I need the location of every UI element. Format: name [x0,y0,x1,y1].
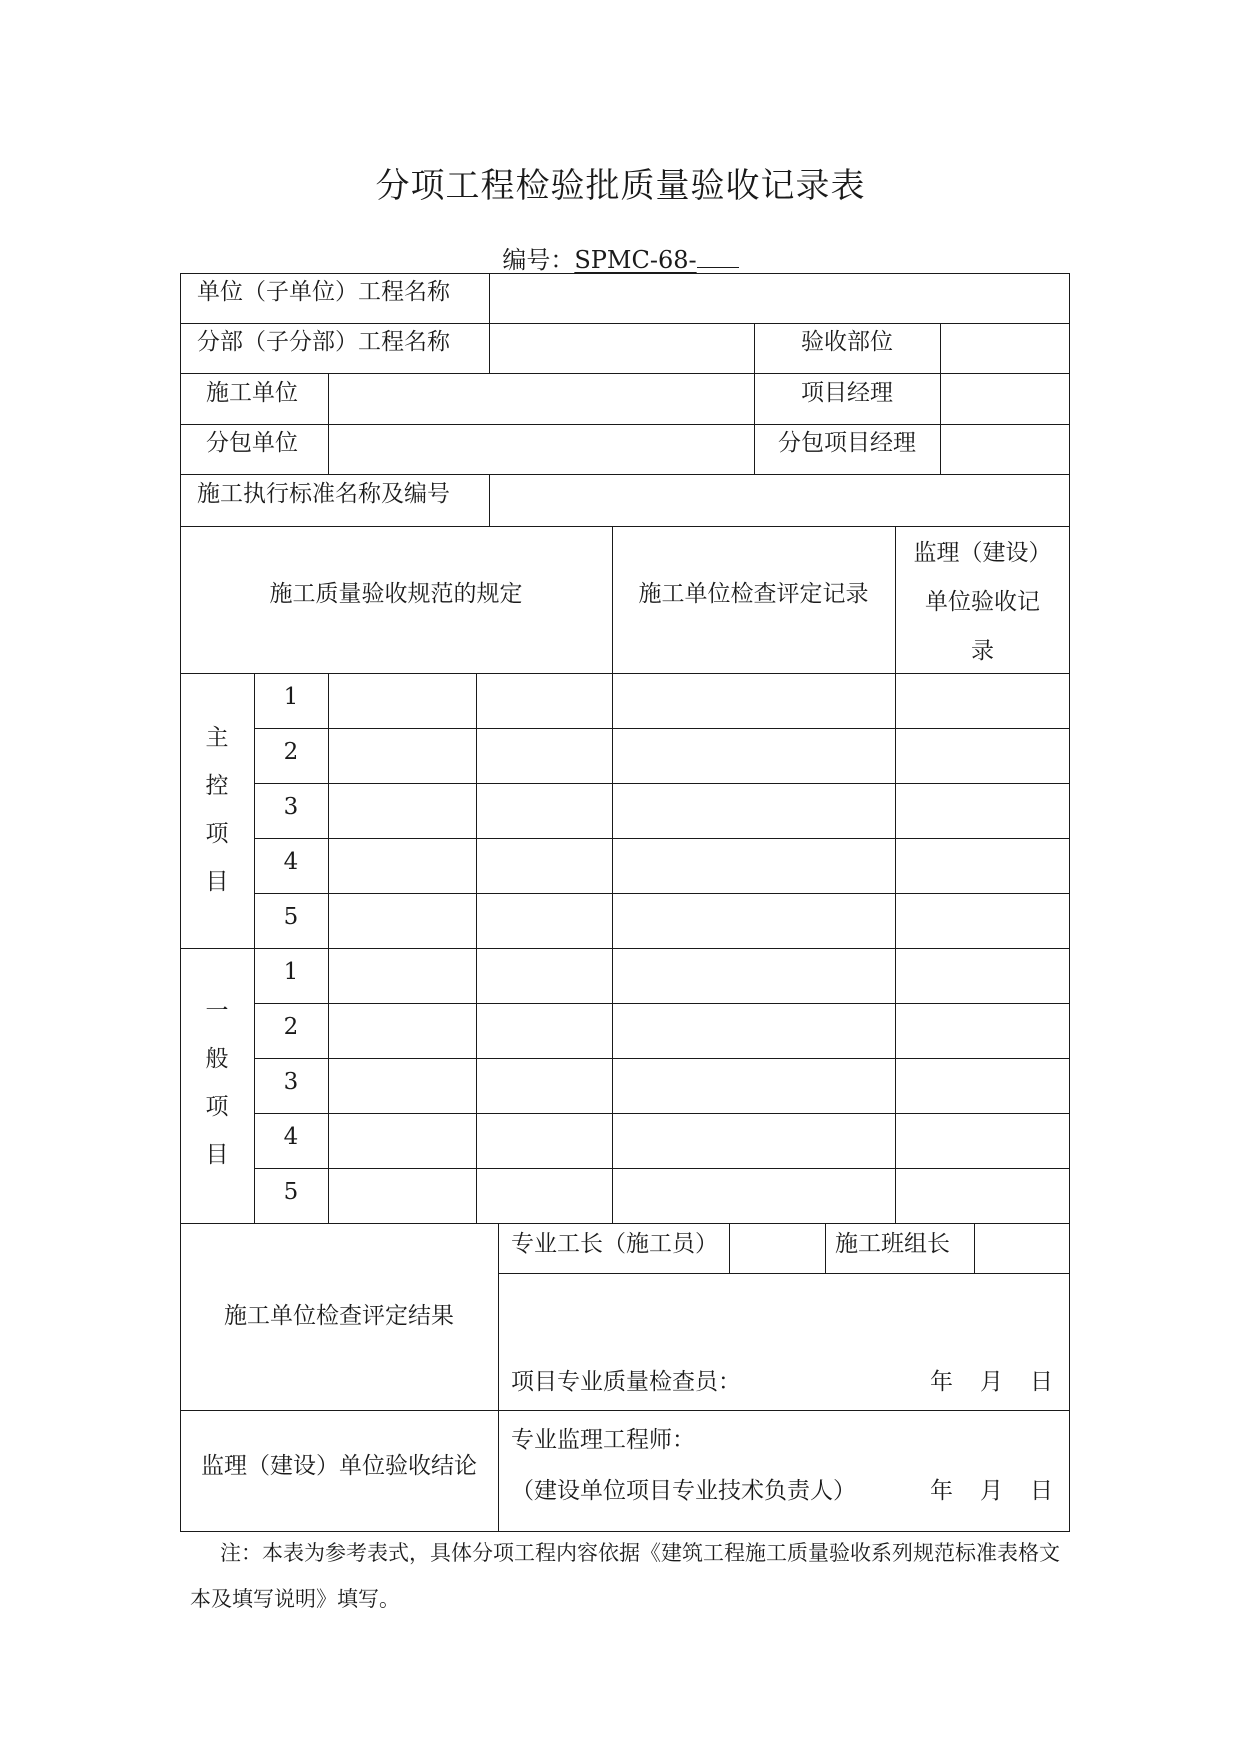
label-foreman: 专业工长（施工员） [511,1231,718,1257]
label-owner-rep: （建设单位项目专业技术负责人） [511,1478,856,1504]
form-title: 分项工程检验批质量验收记录表 [375,166,866,206]
date-month: 月 [980,1478,1003,1504]
group-label-main-control [197,714,237,906]
row-number: 4 [283,849,299,875]
label-subcontract-manager: 分包项目经理 [778,430,916,456]
group-label-char: 项 [205,821,229,847]
column-spec: 施工质量验收规范的规定 [269,581,523,607]
code-value: SPMC-68- [574,246,697,274]
rule [254,728,1070,729]
row-number: 5 [283,1179,299,1205]
date-year: 年 [930,1478,953,1504]
rule [180,948,1070,949]
rule [612,526,613,1223]
label-team-leader: 施工班组长 [835,1231,950,1257]
result-label: 施工单位检查评定结果 [224,1303,454,1329]
column-supervision-line: 监理（建设） [913,540,1052,566]
code-label: 编号： [502,246,575,274]
rule [498,1223,499,1532]
rule [328,673,329,1223]
conclusion-label: 监理（建设）单位验收结论 [201,1453,477,1479]
group-label-char: 般 [205,1046,229,1072]
rule [254,1058,1070,1059]
rule [825,1223,826,1273]
label-sub-project-name: 分部（子分部）工程名称 [197,329,450,355]
rule [254,1168,1070,1169]
label-construction-unit: 施工单位 [206,380,298,406]
label-acceptance-part: 验收部位 [801,329,893,355]
group-label-char: 目 [205,869,229,895]
group-label-char: 控 [205,773,229,799]
column-supervision-line: 单位验收记 [925,589,1040,615]
rule [489,474,490,526]
date-year: 年 [930,1369,953,1395]
rule [498,1273,1070,1274]
rule [254,893,1070,894]
rule [180,323,1070,324]
rule [180,373,1070,374]
label-unit-project-name: 单位（子单位）工程名称 [197,279,450,305]
label-inspector: 项目专业质量检查员： [511,1369,741,1395]
row-number: 2 [283,1014,299,1040]
rule [328,373,329,474]
rule [180,424,1070,425]
column-supervision-line: 录 [971,638,994,664]
rule [254,838,1070,839]
date-month: 月 [980,1369,1003,1395]
column-record: 施工单位检查评定记录 [638,581,869,607]
rule [254,1113,1070,1114]
date-day: 日 [1030,1369,1053,1395]
rule [254,1003,1070,1004]
row-number: 3 [283,1069,299,1095]
form-code [0,240,1241,275]
group-label-char: 目 [205,1142,229,1168]
group-label-char: 项 [205,1094,229,1120]
group-label-char: 一 [205,998,229,1024]
rule [180,474,1070,475]
code-blank [697,247,739,268]
label-engineer: 专业监理工程师： [511,1427,695,1453]
group-label-general [197,987,237,1179]
row-number: 5 [283,904,299,930]
rule [180,1223,1070,1224]
row-number: 3 [283,794,299,820]
row-number: 4 [283,1124,299,1150]
rule [489,273,490,373]
label-subcontract-unit: 分包单位 [206,430,298,456]
rule [729,1223,730,1273]
rule [180,526,1070,527]
rule [940,323,941,474]
date-day: 日 [1030,1478,1053,1504]
rule [180,1410,1070,1411]
label-standard-name: 施工执行标准名称及编号 [197,481,450,507]
rule [476,673,477,1223]
row-number: 1 [283,684,299,710]
row-number: 1 [283,959,299,985]
group-label-char: 主 [205,725,229,751]
footnote: 注：本表为参考表式，具体分项工程内容依据《建筑工程施工质量验收系列规范标准表格文本及填写说明》填写。 [190,1541,1060,1611]
rule [974,1223,975,1273]
rule [254,783,1070,784]
label-project-manager: 项目经理 [801,380,893,406]
column-supervision [895,529,1070,676]
row-number: 2 [283,739,299,765]
